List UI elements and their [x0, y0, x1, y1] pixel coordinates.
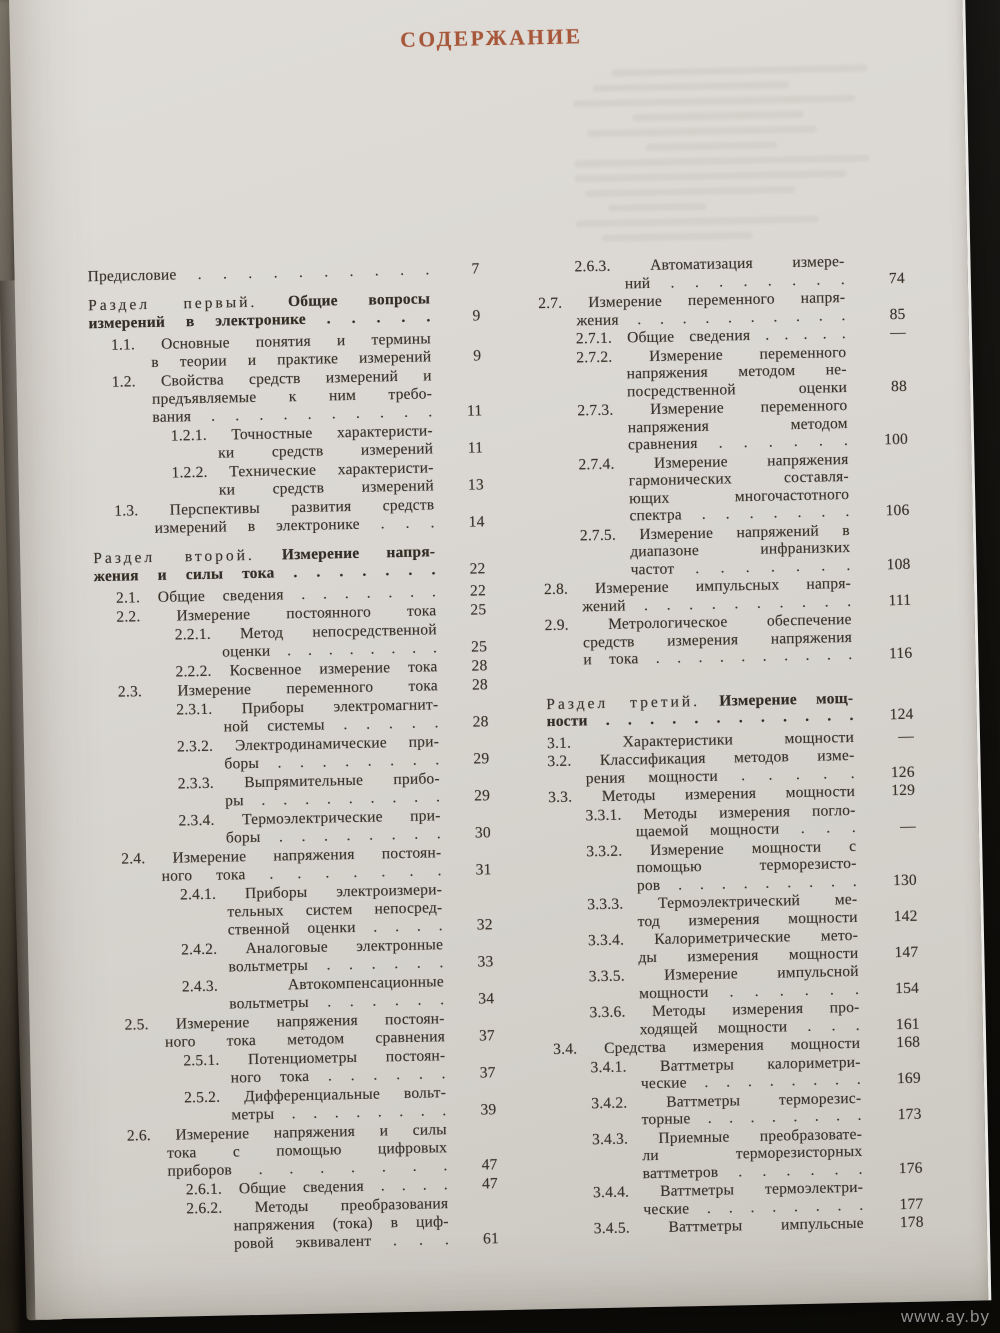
toc-entry-text: Измерение напряжения: [653, 450, 849, 472]
toc-entry-text: боры . . . . . . . .: [224, 751, 440, 773]
toc-entry: [93, 543, 486, 586]
toc-entry-number: 2.1.: [115, 589, 141, 607]
toc-entry-text: Характеристики мощности: [622, 728, 855, 751]
toc-entry-number: 2.2.: [116, 608, 141, 626]
toc-entry-text: Измерение постоянного тока: [176, 602, 437, 625]
toc-entry-number: 2.4.2.: [180, 940, 218, 959]
toc-page-number: 74: [888, 269, 905, 287]
toc-entry-number: 2.3.2.: [176, 737, 214, 756]
toc-entry-text: жения . . . . . . . . . .: [576, 306, 846, 329]
toc-entry-number: 2.6.: [126, 1127, 152, 1145]
toc-entry-text: Метрологическое обеспечение: [608, 610, 852, 633]
toc-entry: [552, 998, 920, 1040]
toc-entry: [541, 450, 910, 526]
toc-page-number: 28: [471, 657, 488, 675]
toc-entry: [556, 1178, 924, 1220]
toc-entry: [551, 926, 919, 968]
toc-entry-number: 3.3.1.: [585, 806, 622, 824]
toc-section-prefix: Раздел первый.: [88, 293, 258, 315]
toc-entry-text: ственной оценки . . . .: [227, 917, 443, 939]
toc-entry-number: 2.8.: [543, 580, 569, 599]
toc-entry-number: 3.3.5.: [588, 967, 625, 986]
toc-entry: [553, 1053, 922, 1094]
toc-entry: [548, 801, 916, 842]
toc-page-number: 173: [897, 1105, 922, 1124]
toc-entry: [544, 610, 913, 670]
toc-entry-text: напряжения (тока) в циф-: [233, 1213, 449, 1235]
toc-entry-text: жения и силы тока . . . . . . .: [93, 561, 436, 586]
toc-entry-text: Термоэлектрический ме-: [657, 890, 858, 912]
toc-entry: [543, 521, 911, 580]
toc-entry-text: Ваттметры термоэлектри-: [659, 1178, 864, 1200]
toc-entry-text: Электродинамические при-: [234, 733, 440, 755]
toc-entry-number: 2.3.: [117, 683, 143, 701]
toc-entry-text: Измерение мощности с: [650, 837, 857, 859]
toc-entry-text: вания . . . . . . . . . .: [152, 403, 433, 426]
toc-page-number: —: [890, 323, 907, 342]
toc-entry-text: помощью терморезисто-: [636, 854, 857, 877]
toc-entry-number: 2.7.4.: [578, 455, 615, 473]
toc-page-number: —: [898, 727, 915, 745]
toc-column-right: [537, 252, 924, 1248]
toc-page-number: 30: [474, 824, 492, 842]
toc-page-number: 34: [478, 990, 495, 1008]
toc-entry: [96, 696, 489, 739]
toc-page-number: 85: [889, 305, 906, 323]
toc-entry-text: и тока . . . . . . . . . .: [583, 645, 853, 669]
toc-entry-text: Измерение мощ-: [719, 689, 854, 710]
toc-entry-text: ровой эквивалент . . .: [233, 1231, 450, 1253]
toc-column-left: [87, 260, 499, 1257]
toc-entry-number: 2.4.: [121, 850, 146, 868]
toc-entry-text: Потенциометры постоян-: [247, 1047, 446, 1069]
toc-page-number: 29: [474, 787, 491, 805]
toc-page-number: 25: [470, 601, 487, 619]
toc-page-number: —: [899, 817, 916, 836]
toc-entry: [539, 343, 908, 402]
toc-page-number: 37: [478, 1027, 496, 1045]
toc-entry-number: 2.6.2.: [186, 1199, 223, 1218]
toc-entry-text: Аналоговые электронные: [245, 936, 444, 958]
toc-entry: [92, 496, 485, 539]
toc-entry-number: 2.3.4.: [178, 811, 215, 830]
toc-entry-number: 2.7.5.: [579, 526, 617, 544]
toc-entry-number: 3.3.2.: [586, 842, 623, 860]
toc-entry: [552, 962, 920, 1004]
toc-page-number: 126: [890, 763, 915, 781]
toc-entry-number: 3.4.: [553, 1040, 578, 1059]
toc-page-number: 129: [891, 781, 916, 800]
toc-entry-text: оценки . . . . . . . .: [221, 639, 438, 661]
toc-entry: [98, 807, 492, 850]
toc-entry-number: 2.7.3.: [577, 401, 614, 420]
toc-page-number: 11: [467, 439, 484, 457]
toc-entry-text: Методы измерения мощности: [601, 782, 856, 805]
toc-page-number: 37: [479, 1064, 496, 1082]
toc-entry-text: ющих многочастотного: [628, 485, 850, 507]
toc-entry-text: Измерение переменного: [650, 396, 848, 418]
toc-entry-text: боры . . . . . . . .: [225, 825, 442, 847]
toc-entry-text: Средства измерения мощности: [603, 1034, 861, 1057]
toc-page-number: 178: [899, 1213, 924, 1232]
toc-entry-number: 3.3.4.: [587, 931, 625, 950]
toc-entry-text: измерений в электронике . . .: [154, 514, 435, 537]
toc-entry-number: 2.6.3.: [574, 257, 611, 276]
toc-entry-number: 2.4.3.: [181, 977, 219, 996]
toc-entry-text: тока с помощью цифровых: [167, 1139, 448, 1162]
toc-entry-number: 1.2.1.: [170, 426, 208, 445]
toc-entry-text: жений . . . . . . . . . .: [582, 592, 852, 615]
toc-entry: [99, 844, 492, 887]
toc-entry-text: ки средств измерений: [218, 440, 434, 462]
toc-entry-number: 2.3.3.: [177, 774, 215, 793]
toc-entry-text: Основные понятия и термины: [160, 330, 432, 353]
toc-entry-text: Автоматизация измере-: [649, 253, 845, 274]
toc-entry-number: 3.3.3.: [587, 895, 624, 914]
toc-entry-text: Метод непосредственной: [239, 621, 437, 643]
toc-section-prefix: Раздел третий.: [546, 692, 701, 713]
toc-page-number: 154: [895, 979, 920, 997]
toc-entry-text: торные . . . . . . . .: [641, 1106, 862, 1129]
toc-page-number: 161: [895, 1015, 920, 1033]
toc-entry: [97, 733, 490, 776]
toc-entry-text: приборов . . . . . . .: [167, 1157, 448, 1180]
toc-entry-text: мощности . . . . . .: [638, 980, 860, 1002]
toc-entry-text: напряжения методом не-: [626, 360, 847, 383]
toc-entry-text: Методы измерения погло-: [643, 801, 856, 823]
toc-entry-text: Косвенное измерение тока: [229, 658, 438, 680]
toc-entry-number: 3.3.: [547, 788, 573, 807]
toc-entry-number: 3.3.6.: [589, 1003, 626, 1022]
toc-entry: [102, 1010, 496, 1053]
toc-page-number: 14: [468, 513, 485, 531]
toc-entry-text: вольтметры . . . . . .: [229, 991, 445, 1013]
toc-page-number: 32: [476, 916, 493, 934]
toc-page-number: 88: [890, 377, 908, 395]
toc-entry-text: Калориметрические мето-: [654, 926, 859, 948]
toc-entry-text: Классификация методов изме-: [599, 746, 855, 770]
toc-page-number: 9: [472, 307, 481, 325]
toc-entry-number: 3.4.1.: [590, 1058, 627, 1076]
toc-entry-text: Приборы электромагнит-: [241, 696, 439, 718]
toc-entry-number: 2.6.1.: [185, 1180, 223, 1199]
toc-entry-text: Общие вопросы: [287, 290, 431, 311]
toc-entry-number: 3.4.4.: [592, 1183, 630, 1202]
toc-entry: [104, 1084, 497, 1127]
toc-entry-text: Приборы электроизмери-: [244, 881, 443, 903]
toc-entry: [106, 1195, 500, 1256]
toc-entry-text: средств измерения напряжения: [582, 628, 853, 651]
toc-page-number: 22: [469, 582, 487, 600]
toc-entry-text: Методы измерения про-: [651, 998, 860, 1021]
toc-entry-text: Измерение переменного: [648, 343, 847, 365]
toc-entry: [98, 770, 491, 813]
toc-entry-text: Точностные характеристи-: [231, 422, 433, 444]
toc-entry-text: ного тока . . . . . .: [230, 1065, 446, 1087]
toc-entry-number: 3.4.3.: [591, 1130, 629, 1148]
toc-page-number: 33: [477, 953, 494, 971]
toc-entry-text: ческие . . . . . . . .: [643, 1196, 864, 1218]
toc-entry-text: тод измерения мощности: [637, 908, 858, 930]
toc-page-number: 142: [893, 907, 918, 925]
toc-entry: [537, 253, 905, 294]
toc-entry-text: ного тока . . . . . . .: [161, 862, 442, 885]
toc-entry-text: Перспективы развития средств: [169, 496, 435, 519]
toc-entry: [91, 459, 485, 502]
toc-entry-text: частот . . . . . . .: [630, 556, 851, 578]
toc-section-prefix: Раздел второй.: [93, 546, 256, 568]
toc-entry-text: ной системы . . . . .: [223, 714, 439, 736]
toc-page-number: 47: [481, 1175, 499, 1193]
toc-page-number: 25: [471, 638, 488, 656]
watermark: www.ay.by: [901, 1307, 990, 1326]
toc-page-number: 31: [475, 861, 492, 879]
toc-entry-text: ров . . . . . . . . .: [636, 872, 858, 894]
toc-page-number: 108: [886, 555, 911, 573]
toc-entry: [91, 422, 484, 465]
page-title: СОДЕРЖАНИЕ: [400, 24, 583, 52]
toc-entry-text: ходящей мощности . . .: [639, 1016, 860, 1038]
toc-entry: [105, 1121, 498, 1182]
toc-entry: [538, 289, 906, 330]
toc-entry-text: Свойства средств измерений и: [160, 367, 432, 390]
toc-entry-text: рения мощности . . . . .: [585, 764, 855, 787]
toc-entry-text: Измерение напряжения постоян-: [172, 844, 442, 867]
toc-entry-text: гармонических составля-: [628, 467, 849, 490]
toc-entry-number: 2.9.: [544, 616, 569, 635]
toc-entry: [88, 290, 481, 333]
toc-entry-text: Термоэлектрические при-: [241, 807, 441, 829]
toc-entry-line: [234, 1231, 449, 1253]
toc-entry-text: Методы преобразования: [254, 1195, 449, 1217]
toc-entry-number: 3.2.: [547, 752, 572, 771]
toc-page-number: 47: [481, 1156, 498, 1174]
toc-entry-text: вольтметры . . . . . .: [228, 954, 444, 976]
toc-entry: [87, 260, 480, 286]
toc-entry-text: Ваттметры калориметри-: [659, 1053, 861, 1075]
toc-page-number: 29: [473, 750, 490, 768]
toc-entry-text: тельных систем непосред-: [227, 899, 443, 921]
toc-entry: [89, 330, 482, 373]
toc-page-number: 13: [467, 476, 485, 494]
toc-entry: [549, 837, 918, 896]
toc-entry-number: 3.1.: [546, 734, 572, 752]
toc-entry-text: спектра . . . . . . .: [629, 502, 850, 525]
toc-entry-text: в теории и практике измерений: [151, 348, 432, 371]
toc-entry: [101, 936, 494, 979]
toc-entry-text: измерений в электронике . . . . .: [88, 308, 431, 333]
toc-entry-text: посредственной оценки: [626, 378, 848, 400]
toc-entry-text: Общие сведения . . . .: [238, 1176, 449, 1198]
toc-entry-line: [87, 261, 429, 286]
book-page: [9, 0, 992, 1319]
toc-entry-number: 2.7.1.: [575, 329, 613, 348]
toc-page-number: 176: [898, 1159, 923, 1177]
toc-entry-number: 2.7.2.: [576, 348, 613, 366]
toc-page-number: 7: [471, 260, 480, 278]
toc-entry-text: Дифференциальные вольт-: [243, 1084, 447, 1106]
toc-entry-number: 2.5.: [124, 1016, 149, 1034]
table-of-contents: [87, 252, 924, 1257]
toc-page-number: 28: [472, 713, 489, 731]
toc-entry: [95, 621, 488, 664]
toc-entry-text: Измерение переменного напря-: [588, 289, 846, 312]
toc-entry-text: Общие сведения . . . . . . .: [157, 583, 437, 606]
toc-page-number: 177: [899, 1195, 924, 1213]
toc-entry-text: Ваттметры терморезис-: [666, 1089, 862, 1111]
toc-entry-text: Измерение напряжения и силы: [175, 1121, 447, 1144]
toc-page-number: 111: [888, 591, 912, 609]
toc-entry-text: метры . . . . . . . .: [231, 1102, 447, 1124]
toc-page-number: 9: [473, 347, 482, 365]
toc-entry-text: напряжения методом: [627, 414, 848, 436]
toc-entry: [550, 890, 918, 932]
toc-entry-text: Технические характеристи-: [229, 459, 434, 481]
toc-page-number: 106: [885, 501, 910, 520]
toc-entry-number: 2.5.2.: [183, 1088, 221, 1107]
toc-entry-number: 2.4.1.: [179, 885, 217, 904]
toc-entry: [102, 973, 495, 1016]
toc-entry-text: Измерение напряжений в: [639, 521, 851, 543]
toc-entry-text: ды измерения мощности: [638, 944, 859, 966]
toc-entry-text: Измерение импульсной: [664, 962, 859, 984]
toc-entry-text: щаемой мощности . . .: [635, 818, 856, 841]
toc-entry-text: Выпрямительные прибо-: [244, 770, 440, 792]
toc-entry-text: ности . . . . . . . . . . . .: [546, 706, 854, 731]
toc-entry-number: 2.2.1.: [174, 625, 212, 644]
toc-entry-text: Общие сведения . . . . .: [626, 324, 847, 347]
toc-entry-number: 1.2.2.: [171, 463, 208, 482]
toc-entry-number: 3.4.2.: [591, 1094, 628, 1112]
toc-entry-number: 2.7.: [538, 294, 563, 313]
toc-entry: [543, 574, 912, 616]
toc-page-number: 169: [896, 1069, 922, 1088]
toc-page-number: 124: [889, 705, 914, 724]
toc-entry-text: ческие . . . . . . . .: [640, 1070, 862, 1093]
toc-entry-text: ки средств измерений: [218, 477, 435, 499]
toc-entry-text: Приемные преобразовате-: [658, 1125, 863, 1147]
toc-page-number: 39: [480, 1101, 497, 1119]
toc-entry: [540, 396, 909, 456]
toc-entry: [90, 367, 483, 428]
toc-entry: [103, 1047, 496, 1090]
toc-page-number: 100: [884, 430, 909, 449]
toc-page-number: 168: [896, 1033, 921, 1052]
toc-page-number: 11: [466, 402, 483, 420]
toc-entry-text: Измерение переменного тока: [177, 677, 439, 700]
toc-entry-number: 3.4.5.: [593, 1219, 631, 1238]
toc-entry-text: ли терморезисторных: [642, 1142, 863, 1165]
toc-page-number: 147: [894, 943, 919, 961]
toc-entry-number: 2.5.1.: [183, 1051, 220, 1070]
bleedthrough-text: [573, 64, 905, 251]
toc-entry: [555, 1125, 923, 1184]
toc-entry-text: ний . . . . . . . .: [624, 270, 845, 292]
toc-entry-text: ры . . . . . . . . .: [224, 788, 441, 810]
toc-entry-text: Измерение напряжения постоян-: [175, 1010, 445, 1033]
toc-entry-text: ваттметров . . . . . .: [642, 1160, 863, 1182]
toc-entry-number: 1.1.: [110, 336, 136, 354]
toc-page-number: 116: [888, 644, 913, 663]
toc-entry: [547, 746, 915, 788]
toc-page-number: 61: [482, 1230, 500, 1248]
toc-entry: [554, 1089, 922, 1130]
toc-entry-number: 1.3.: [114, 502, 139, 520]
toc-page-number: 28: [471, 676, 489, 694]
toc-entry-text: диапазоне инфранизких: [630, 538, 851, 561]
toc-entry-text: Измерение импульсных напря-: [594, 574, 852, 598]
toc-entry-number: 2.3.1.: [176, 700, 213, 719]
toc-entry-text: предъявляемые к ним требо-: [151, 385, 433, 408]
toc-entry-text: Измерение напря-: [281, 543, 436, 564]
toc-entry-number: 2.2.2.: [175, 662, 212, 681]
toc-entry-text: Ваттметры импульсные: [668, 1214, 864, 1236]
toc-entry-text: ного тока методом сравнения: [164, 1028, 446, 1051]
toc-entry-text: Предисловие . . . . . . . . . .: [87, 261, 430, 286]
toc-page-number: 130: [892, 871, 918, 889]
toc-entry-text: Автокомпенсационные: [287, 973, 444, 994]
toc-entry-number: 1.2.: [111, 373, 136, 391]
toc-entry: [546, 689, 914, 731]
toc-entry: [100, 881, 493, 942]
toc-entry-text: сравнения . . . . . .: [627, 431, 849, 454]
toc-page-number: 22: [469, 560, 486, 578]
